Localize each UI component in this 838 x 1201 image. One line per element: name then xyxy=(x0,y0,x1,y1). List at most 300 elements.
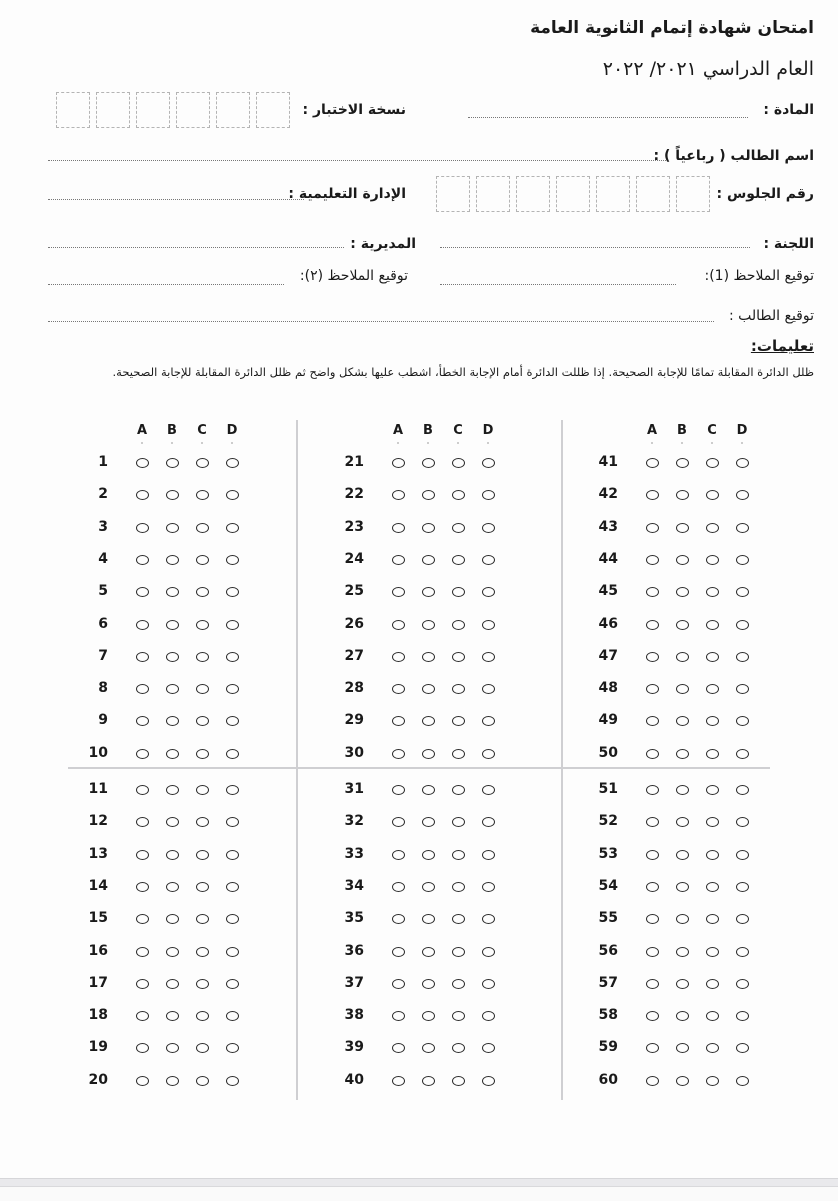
answer-bubble-22-d[interactable] xyxy=(482,490,495,500)
answer-bubble-30-b[interactable] xyxy=(422,749,435,759)
answer-bubble-12-d[interactable] xyxy=(226,817,239,827)
observer2-signature-field[interactable] xyxy=(48,284,284,285)
answer-bubble-38-b[interactable] xyxy=(422,1011,435,1021)
answer-bubble-32-c[interactable] xyxy=(452,817,465,827)
answer-bubble-6-d[interactable] xyxy=(226,620,239,630)
question-number: 27 xyxy=(344,647,364,664)
option-tick xyxy=(171,442,173,444)
answer-bubble-25-b[interactable] xyxy=(422,587,435,597)
answer-bubble-7-a[interactable] xyxy=(136,652,149,662)
answer-bubble-9-d[interactable] xyxy=(226,716,239,726)
answer-bubble-54-a[interactable] xyxy=(646,882,659,892)
answer-bubble-43-b[interactable] xyxy=(676,523,689,533)
answer-bubble-2-c[interactable] xyxy=(196,490,209,500)
answer-bubble-11-a[interactable] xyxy=(136,785,149,795)
answer-bubble-1-c[interactable] xyxy=(196,458,209,468)
answer-bubble-40-b[interactable] xyxy=(422,1076,435,1086)
answer-bubble-51-c[interactable] xyxy=(706,785,719,795)
answer-bubble-39-b[interactable] xyxy=(422,1043,435,1053)
answer-bubble-22-b[interactable] xyxy=(422,490,435,500)
answer-bubble-30-a[interactable] xyxy=(392,749,405,759)
option-header-a: A xyxy=(136,423,148,438)
answer-bubble-24-c[interactable] xyxy=(452,555,465,565)
answer-bubble-38-c[interactable] xyxy=(452,1011,465,1021)
answer-bubble-14-a[interactable] xyxy=(136,882,149,892)
answer-bubble-4-d[interactable] xyxy=(226,555,239,565)
answer-bubble-18-c[interactable] xyxy=(196,1011,209,1021)
answer-bubble-59-d[interactable] xyxy=(736,1043,749,1053)
answer-bubble-44-d[interactable] xyxy=(736,555,749,565)
question-number: 4 xyxy=(98,550,108,567)
answer-bubble-21-a[interactable] xyxy=(392,458,405,468)
answer-bubble-59-a[interactable] xyxy=(646,1043,659,1053)
answer-bubble-27-d[interactable] xyxy=(482,652,495,662)
question-number: 56 xyxy=(598,942,618,959)
instructions-text: ظلل الدائرة المقابلة تمامًا للإجابة الصحيحة. إذا ظللت الدائرة أمام الإجابة الخطأ، اشطب عليها بشكل واضح ثم ظلل الدائرة المقابلة للإجابة الصحيحة. xyxy=(112,365,814,379)
answer-bubble-17-d[interactable] xyxy=(226,979,239,989)
answer-bubble-3-b[interactable] xyxy=(166,523,179,533)
answer-bubble-7-d[interactable] xyxy=(226,652,239,662)
answer-bubble-17-c[interactable] xyxy=(196,979,209,989)
answer-bubble-24-a[interactable] xyxy=(392,555,405,565)
answer-bubble-25-d[interactable] xyxy=(482,587,495,597)
seat-number-box[interactable] xyxy=(636,176,670,212)
answer-bubble-55-b[interactable] xyxy=(676,914,689,924)
observer1-signature-field[interactable] xyxy=(440,284,676,285)
answer-bubble-2-a[interactable] xyxy=(136,490,149,500)
answer-bubble-60-a[interactable] xyxy=(646,1076,659,1086)
answer-bubble-60-b[interactable] xyxy=(676,1076,689,1086)
answer-bubble-35-c[interactable] xyxy=(452,914,465,924)
exam-version-box[interactable] xyxy=(216,92,250,128)
answer-bubble-6-c[interactable] xyxy=(196,620,209,630)
answer-bubble-15-b[interactable] xyxy=(166,914,179,924)
answer-bubble-58-a[interactable] xyxy=(646,1011,659,1021)
answer-bubble-44-b[interactable] xyxy=(676,555,689,565)
answer-bubble-12-c[interactable] xyxy=(196,817,209,827)
answer-bubble-25-a[interactable] xyxy=(392,587,405,597)
answer-bubble-29-b[interactable] xyxy=(422,716,435,726)
answer-bubble-60-d[interactable] xyxy=(736,1076,749,1086)
answer-bubble-30-d[interactable] xyxy=(482,749,495,759)
question-number: 13 xyxy=(88,845,108,862)
answer-bubble-49-a[interactable] xyxy=(646,716,659,726)
exam-version-box[interactable] xyxy=(256,92,290,128)
question-number: 21 xyxy=(344,454,364,470)
answer-bubble-29-c[interactable] xyxy=(452,716,465,726)
exam-version-box[interactable] xyxy=(176,92,210,128)
answer-bubble-4-b[interactable] xyxy=(166,555,179,565)
answer-bubble-54-c[interactable] xyxy=(706,882,719,892)
answer-bubble-33-a[interactable] xyxy=(392,850,405,860)
answer-bubble-57-d[interactable] xyxy=(736,979,749,989)
answer-bubble-59-c[interactable] xyxy=(706,1043,719,1053)
question-number: 19 xyxy=(88,1039,108,1056)
answer-bubble-19-c[interactable] xyxy=(196,1043,209,1053)
answer-bubble-39-c[interactable] xyxy=(452,1043,465,1053)
answer-bubble-46-d[interactable] xyxy=(736,620,749,630)
option-tick xyxy=(711,442,713,444)
seat-number-box[interactable] xyxy=(516,176,550,212)
answer-bubble-26-c[interactable] xyxy=(452,620,465,630)
seat-number-box[interactable] xyxy=(676,176,710,212)
answer-bubble-5-c[interactable] xyxy=(196,587,209,597)
answer-bubble-7-b[interactable] xyxy=(166,652,179,662)
committee-label: اللجنة : xyxy=(763,236,814,252)
answer-bubble-53-d[interactable] xyxy=(736,850,749,860)
option-tick xyxy=(141,442,143,444)
answer-bubble-20-a[interactable] xyxy=(136,1076,149,1086)
answer-bubble-52-c[interactable] xyxy=(706,817,719,827)
answer-bubble-48-c[interactable] xyxy=(706,684,719,694)
answer-bubble-9-a[interactable] xyxy=(136,716,149,726)
answer-bubble-29-a[interactable] xyxy=(392,716,405,726)
answer-bubble-47-b[interactable] xyxy=(676,652,689,662)
answer-bubble-47-c[interactable] xyxy=(706,652,719,662)
option-header-b: B xyxy=(677,423,687,438)
answer-bubble-51-d[interactable] xyxy=(736,785,749,795)
answer-bubble-3-d[interactable] xyxy=(226,523,239,533)
answer-bubble-48-a[interactable] xyxy=(646,684,659,694)
answer-bubble-37-b[interactable] xyxy=(422,979,435,989)
question-number: 30 xyxy=(344,744,364,761)
exam-version-boxes[interactable] xyxy=(56,92,296,128)
question-number: 22 xyxy=(344,486,364,503)
answer-bubble-20-c[interactable] xyxy=(196,1076,209,1086)
answer-bubble-2-b[interactable] xyxy=(166,490,179,500)
answer-bubble-23-b[interactable] xyxy=(422,523,435,533)
answer-bubble-45-a[interactable] xyxy=(646,587,659,597)
answer-bubble-56-d[interactable] xyxy=(736,947,749,957)
answer-bubble-42-d[interactable] xyxy=(736,490,749,500)
answer-bubble-42-a[interactable] xyxy=(646,490,659,500)
answer-bubble-1-b[interactable] xyxy=(166,458,179,468)
answer-bubble-48-d[interactable] xyxy=(736,684,749,694)
answer-bubble-16-d[interactable] xyxy=(226,947,239,957)
answer-bubble-50-d[interactable] xyxy=(736,749,749,759)
answer-bubble-5-b[interactable] xyxy=(166,587,179,597)
seat-number-boxes[interactable] xyxy=(436,176,716,212)
answer-bubble-50-b[interactable] xyxy=(676,749,689,759)
answer-bubble-26-d[interactable] xyxy=(482,620,495,630)
answer-bubble-36-a[interactable] xyxy=(392,947,405,957)
answer-bubble-33-b[interactable] xyxy=(422,850,435,860)
answer-bubble-34-d[interactable] xyxy=(482,882,495,892)
student-signature-field[interactable] xyxy=(48,321,714,322)
answer-bubble-53-b[interactable] xyxy=(676,850,689,860)
answer-bubble-49-b[interactable] xyxy=(676,716,689,726)
question-number: 8 xyxy=(98,680,108,697)
answer-bubble-55-d[interactable] xyxy=(736,914,749,924)
answer-bubble-40-c[interactable] xyxy=(452,1076,465,1086)
answer-bubble-54-b[interactable] xyxy=(676,882,689,892)
answer-bubble-19-a[interactable] xyxy=(136,1043,149,1053)
answer-bubble-17-a[interactable] xyxy=(136,979,149,989)
answer-bubble-49-d[interactable] xyxy=(736,716,749,726)
exam-version-box[interactable] xyxy=(56,92,90,128)
answer-bubble-41-b[interactable] xyxy=(676,458,689,468)
answer-bubble-13-c[interactable] xyxy=(196,850,209,860)
answer-bubble-56-c[interactable] xyxy=(706,947,719,957)
seat-number-box[interactable] xyxy=(436,176,470,212)
answer-bubble-54-d[interactable] xyxy=(736,882,749,892)
question-number: 1 xyxy=(98,454,108,470)
answer-bubble-59-b[interactable] xyxy=(676,1043,689,1053)
answer-bubble-16-b[interactable] xyxy=(166,947,179,957)
answer-bubble-41-d[interactable] xyxy=(736,458,749,468)
answer-bubble-35-d[interactable] xyxy=(482,914,495,924)
answer-bubble-13-b[interactable] xyxy=(166,850,179,860)
answer-bubble-21-d[interactable] xyxy=(482,458,495,468)
answer-bubble-3-a[interactable] xyxy=(136,523,149,533)
column-divider xyxy=(296,420,298,1100)
answer-bubble-27-c[interactable] xyxy=(452,652,465,662)
directorate-label: المديرية : xyxy=(350,236,416,252)
answer-bubble-15-c[interactable] xyxy=(196,914,209,924)
answer-bubble-46-c[interactable] xyxy=(706,620,719,630)
answer-bubble-8-c[interactable] xyxy=(196,684,209,694)
answer-bubble-8-b[interactable] xyxy=(166,684,179,694)
answer-bubble-44-a[interactable] xyxy=(646,555,659,565)
answer-bubble-31-b[interactable] xyxy=(422,785,435,795)
answer-bubble-43-d[interactable] xyxy=(736,523,749,533)
answer-bubble-22-c[interactable] xyxy=(452,490,465,500)
exam-version-box[interactable] xyxy=(96,92,130,128)
question-number: 25 xyxy=(344,583,364,600)
answer-bubble-22-a[interactable] xyxy=(392,490,405,500)
answer-bubble-35-b[interactable] xyxy=(422,914,435,924)
answer-bubble-37-a[interactable] xyxy=(392,979,405,989)
answer-bubble-2-d[interactable] xyxy=(226,490,239,500)
answer-bubble-52-a[interactable] xyxy=(646,817,659,827)
answer-bubble-9-c[interactable] xyxy=(196,716,209,726)
question-number: 60 xyxy=(598,1071,618,1088)
answer-bubble-42-b[interactable] xyxy=(676,490,689,500)
answer-bubble-35-a[interactable] xyxy=(392,914,405,924)
answer-bubble-12-a[interactable] xyxy=(136,817,149,827)
answer-bubble-57-a[interactable] xyxy=(646,979,659,989)
answer-bubble-33-d[interactable] xyxy=(482,850,495,860)
answer-bubble-1-d[interactable] xyxy=(226,458,239,468)
answer-bubble-21-c[interactable] xyxy=(452,458,465,468)
question-number: 55 xyxy=(598,910,618,927)
answer-bubble-32-d[interactable] xyxy=(482,817,495,827)
answer-bubble-38-a[interactable] xyxy=(392,1011,405,1021)
answer-bubble-13-d[interactable] xyxy=(226,850,239,860)
answer-bubble-12-b[interactable] xyxy=(166,817,179,827)
question-number: 36 xyxy=(344,942,364,959)
answer-bubble-30-c[interactable] xyxy=(452,749,465,759)
answer-bubble-15-d[interactable] xyxy=(226,914,239,924)
answer-bubble-47-a[interactable] xyxy=(646,652,659,662)
answer-bubble-23-a[interactable] xyxy=(392,523,405,533)
answer-bubble-23-c[interactable] xyxy=(452,523,465,533)
answer-bubble-56-a[interactable] xyxy=(646,947,659,957)
answer-bubble-58-b[interactable] xyxy=(676,1011,689,1021)
exam-version-box[interactable] xyxy=(136,92,170,128)
answer-bubble-18-a[interactable] xyxy=(136,1011,149,1021)
answer-bubble-21-b[interactable] xyxy=(422,458,435,468)
answer-bubble-52-b[interactable] xyxy=(676,817,689,827)
answer-bubble-41-c[interactable] xyxy=(706,458,719,468)
answer-bubble-13-a[interactable] xyxy=(136,850,149,860)
answer-bubble-29-d[interactable] xyxy=(482,716,495,726)
answer-bubble-39-d[interactable] xyxy=(482,1043,495,1053)
answer-bubble-55-c[interactable] xyxy=(706,914,719,924)
answer-bubble-41-a[interactable] xyxy=(646,458,659,468)
answer-bubble-5-d[interactable] xyxy=(226,587,239,597)
answer-bubble-1-a[interactable] xyxy=(136,458,149,468)
answer-bubble-4-a[interactable] xyxy=(136,555,149,565)
answer-bubble-38-d[interactable] xyxy=(482,1011,495,1021)
question-number: 16 xyxy=(88,942,108,959)
answer-bubble-34-a[interactable] xyxy=(392,882,405,892)
question-number: 45 xyxy=(598,583,618,600)
answer-bubble-28-a[interactable] xyxy=(392,684,405,694)
answer-bubble-16-a[interactable] xyxy=(136,947,149,957)
answer-bubble-34-b[interactable] xyxy=(422,882,435,892)
answer-bubble-8-d[interactable] xyxy=(226,684,239,694)
answer-bubble-56-b[interactable] xyxy=(676,947,689,957)
seat-number-box[interactable] xyxy=(556,176,590,212)
option-tick xyxy=(681,442,683,444)
answer-bubble-55-a[interactable] xyxy=(646,914,659,924)
answer-bubble-18-b[interactable] xyxy=(166,1011,179,1021)
answer-bubble-58-c[interactable] xyxy=(706,1011,719,1021)
option-tick xyxy=(651,442,653,444)
answer-bubble-7-c[interactable] xyxy=(196,652,209,662)
answer-bubble-51-a[interactable] xyxy=(646,785,659,795)
answer-bubble-34-c[interactable] xyxy=(452,882,465,892)
answer-bubble-25-c[interactable] xyxy=(452,587,465,597)
answer-bubble-11-c[interactable] xyxy=(196,785,209,795)
option-tick xyxy=(741,442,743,444)
answer-bubble-8-a[interactable] xyxy=(136,684,149,694)
answer-bubble-43-c[interactable] xyxy=(706,523,719,533)
answer-bubble-50-a[interactable] xyxy=(646,749,659,759)
answer-bubble-49-c[interactable] xyxy=(706,716,719,726)
answer-bubble-11-b[interactable] xyxy=(166,785,179,795)
answer-bubble-6-a[interactable] xyxy=(136,620,149,630)
subject-field[interactable] xyxy=(468,117,748,118)
answer-bubble-5-a[interactable] xyxy=(136,587,149,597)
answer-bubble-53-a[interactable] xyxy=(646,850,659,860)
answer-bubble-45-c[interactable] xyxy=(706,587,719,597)
answer-bubble-10-a[interactable] xyxy=(136,749,149,759)
answer-bubble-53-c[interactable] xyxy=(706,850,719,860)
answer-bubble-51-b[interactable] xyxy=(676,785,689,795)
answer-bubble-24-b[interactable] xyxy=(422,555,435,565)
answer-bubble-23-d[interactable] xyxy=(482,523,495,533)
answer-bubble-27-a[interactable] xyxy=(392,652,405,662)
academic-year: العام الدراسي ٢٠٢١/ ٢٠٢٢ xyxy=(602,58,814,80)
answer-bubble-36-b[interactable] xyxy=(422,947,435,957)
answer-bubble-24-d[interactable] xyxy=(482,555,495,565)
answer-bubble-44-c[interactable] xyxy=(706,555,719,565)
question-number: 32 xyxy=(344,813,364,830)
answer-bubble-31-d[interactable] xyxy=(482,785,495,795)
answer-bubble-47-d[interactable] xyxy=(736,652,749,662)
committee-field[interactable] xyxy=(440,247,750,248)
answer-bubble-26-a[interactable] xyxy=(392,620,405,630)
answer-bubble-27-b[interactable] xyxy=(422,652,435,662)
option-header-c: C xyxy=(197,423,207,438)
answer-bubble-20-d[interactable] xyxy=(226,1076,239,1086)
answer-bubble-42-c[interactable] xyxy=(706,490,719,500)
answer-bubble-37-c[interactable] xyxy=(452,979,465,989)
answer-bubble-50-c[interactable] xyxy=(706,749,719,759)
answer-bubble-10-b[interactable] xyxy=(166,749,179,759)
answer-bubble-45-b[interactable] xyxy=(676,587,689,597)
answer-bubble-46-a[interactable] xyxy=(646,620,659,630)
seat-number-box[interactable] xyxy=(476,176,510,212)
answer-bubble-32-a[interactable] xyxy=(392,817,405,827)
answer-bubble-14-b[interactable] xyxy=(166,882,179,892)
answer-bubble-39-a[interactable] xyxy=(392,1043,405,1053)
answer-bubble-3-c[interactable] xyxy=(196,523,209,533)
answer-bubble-28-c[interactable] xyxy=(452,684,465,694)
answer-bubble-52-d[interactable] xyxy=(736,817,749,827)
question-number: 46 xyxy=(598,615,618,632)
answer-bubble-31-c[interactable] xyxy=(452,785,465,795)
answer-bubble-18-d[interactable] xyxy=(226,1011,239,1021)
answer-bubble-16-c[interactable] xyxy=(196,947,209,957)
answer-bubble-36-d[interactable] xyxy=(482,947,495,957)
answer-bubble-20-b[interactable] xyxy=(166,1076,179,1086)
answer-bubble-6-b[interactable] xyxy=(166,620,179,630)
option-header-c: C xyxy=(707,423,717,438)
answer-bubble-11-d[interactable] xyxy=(226,785,239,795)
answer-bubble-4-c[interactable] xyxy=(196,555,209,565)
answer-bubble-19-d[interactable] xyxy=(226,1043,239,1053)
answer-bubble-40-d[interactable] xyxy=(482,1076,495,1086)
answer-bubble-17-b[interactable] xyxy=(166,979,179,989)
answer-bubble-15-a[interactable] xyxy=(136,914,149,924)
answer-bubble-14-c[interactable] xyxy=(196,882,209,892)
answer-bubble-57-c[interactable] xyxy=(706,979,719,989)
question-number: 34 xyxy=(344,877,364,894)
answer-bubble-19-b[interactable] xyxy=(166,1043,179,1053)
answer-bubble-36-c[interactable] xyxy=(452,947,465,957)
answer-bubble-26-b[interactable] xyxy=(422,620,435,630)
answer-bubble-37-d[interactable] xyxy=(482,979,495,989)
answer-bubble-46-b[interactable] xyxy=(676,620,689,630)
answer-bubble-28-b[interactable] xyxy=(422,684,435,694)
question-number: 2 xyxy=(98,486,108,503)
answer-bubble-10-d[interactable] xyxy=(226,749,239,759)
answer-bubble-10-c[interactable] xyxy=(196,749,209,759)
answer-bubble-48-b[interactable] xyxy=(676,684,689,694)
answer-bubble-58-d[interactable] xyxy=(736,1011,749,1021)
answer-bubble-33-c[interactable] xyxy=(452,850,465,860)
answer-bubble-40-a[interactable] xyxy=(392,1076,405,1086)
answer-bubble-57-b[interactable] xyxy=(676,979,689,989)
edu-administration-field[interactable] xyxy=(48,199,304,200)
answer-bubble-28-d[interactable] xyxy=(482,684,495,694)
directorate-field[interactable] xyxy=(48,247,344,248)
answer-bubble-31-a[interactable] xyxy=(392,785,405,795)
answer-bubble-9-b[interactable] xyxy=(166,716,179,726)
student-name-field[interactable] xyxy=(48,160,666,161)
answer-bubble-14-d[interactable] xyxy=(226,882,239,892)
seat-number-box[interactable] xyxy=(596,176,630,212)
answer-bubble-32-b[interactable] xyxy=(422,817,435,827)
question-number: 24 xyxy=(344,550,364,567)
answer-bubble-43-a[interactable] xyxy=(646,523,659,533)
answer-bubble-60-c[interactable] xyxy=(706,1076,719,1086)
exam-title: امتحان شهادة إتمام الثانوية العامة xyxy=(530,18,814,38)
answer-bubble-45-d[interactable] xyxy=(736,587,749,597)
